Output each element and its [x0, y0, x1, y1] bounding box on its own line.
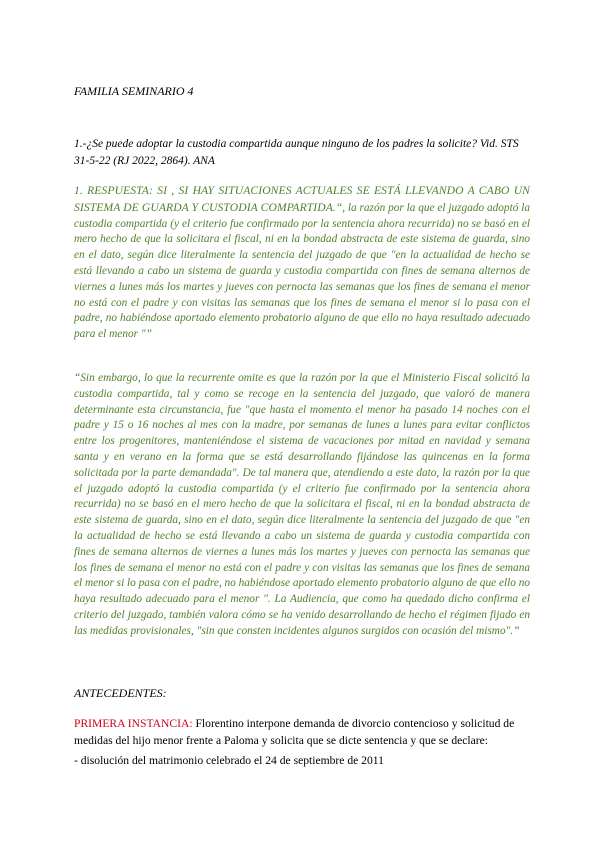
question-text: 1.-¿Se puede adoptar la custodia compartida aunque ninguno de los padres la solicite? Vid. STS 31-5-22 (RJ 2022, 2864). ANA	[74, 138, 519, 167]
answer-heading: 1. RESPUESTA: SI , SI HAY SITUACIONES ACTUALES SE ESTÁ LLEVANDO A CABO UN SISTEMA DE GUARDA Y CUSTODIA COMPARTIDA.	[74, 184, 530, 214]
answer-paragraph	[74, 183, 530, 343]
primera-instancia-paragraph	[74, 715, 530, 749]
primera-instancia-label: PRIMERA INSTANCIA:	[74, 717, 193, 730]
document-title: FAMILIA SEMINARIO 4	[74, 84, 194, 98]
quote-paragraph: “Sin embargo, lo que la recurrente omite es que la razón por la que el Ministerio Fiscal solicitó la custodia compartida, tal y como se recoge en la sentencia del juzgado, que valoró de manera determinante esta circunstancia, fue "que hasta el momento el menor ha pasado 14 noches con el padre y 15 o 16 noches al mes con la madre, por semanas de lunes a lunes para evitar conflictos entre los progenitores, manteniéndose el sistema de vacaciones por mitad en navidad y semana santa y en verano en la forma que se está desarrollando fijándose las quincenas en la forma solicitada por la parte demandada". De tal manera que, atendiendo a este dato, la razón por la que el juzgado adoptó la custodia compartida (y el criterio fue confirmado por la sentencia ahora recurrida) no se basó en el mero hecho de que la solicitara el fiscal, ni en la bondad abstracta de este sistema de guarda, sino en el dato, según dice literalmente la sentencia del juzgado de que "en la actualidad de hecho se está llevando a cabo un sistema de guarda y custodia compartida con fines de semana alternos de viernes a lunes más los martes y jueves con pernocta las semanas que los fines de semana el menor no está con el padre y con visitas las semanas que los fines de semana el menor si lo pasa con el padre, no habiéndose aportado elemento probatorio alguno de que ello no haya resultado adecuado para el menor ". La Audiencia, que como ha quedado dicho confirma el criterio del juzgado, también valora cómo se ha venido desarrollando de hecho el régimen fijado en las medidas provisionales, "sin que consten incidentes algunos surgidos con ocasión del mismo".”	[74, 372, 531, 637]
disolucion-line: - disolución del matrimonio celebrado el 24 de septiembre de 2011	[74, 754, 384, 767]
antecedentes-heading: ANTECEDENTES:	[74, 686, 167, 700]
answer-body: “, la razón por la que el juzgado adoptó la custodia compartida (y el criterio fue confirmado por la sentencia ahora recurrida) no se basó en el mero hecho de que la solicitara el fiscal, ni en la bondad abstracta de este sistema de guarda, sino en el dato, según dice literalmente la sentencia del juzgado de que "en la actualidad de hecho se está llevando a cabo un sistema de guarda y custodia compartida con fines de semana alternos de viernes a lunes más los martes y jueves con pernocta las semanas que los fines de semana el menor no está con el padre y con visitas las semanas que los fines de semana el menor si lo pasa con el padre, no habiéndose aportado elemento probatorio alguno de que ello no haya resultado adecuado para el menor "”	[74, 201, 530, 341]
primera-instancia-text: Florentino interpone demanda de divorcio contencioso y solicitud de medidas del hijo menor frente a Paloma y solicita que se dicte sentencia y que se declare:	[74, 717, 515, 747]
